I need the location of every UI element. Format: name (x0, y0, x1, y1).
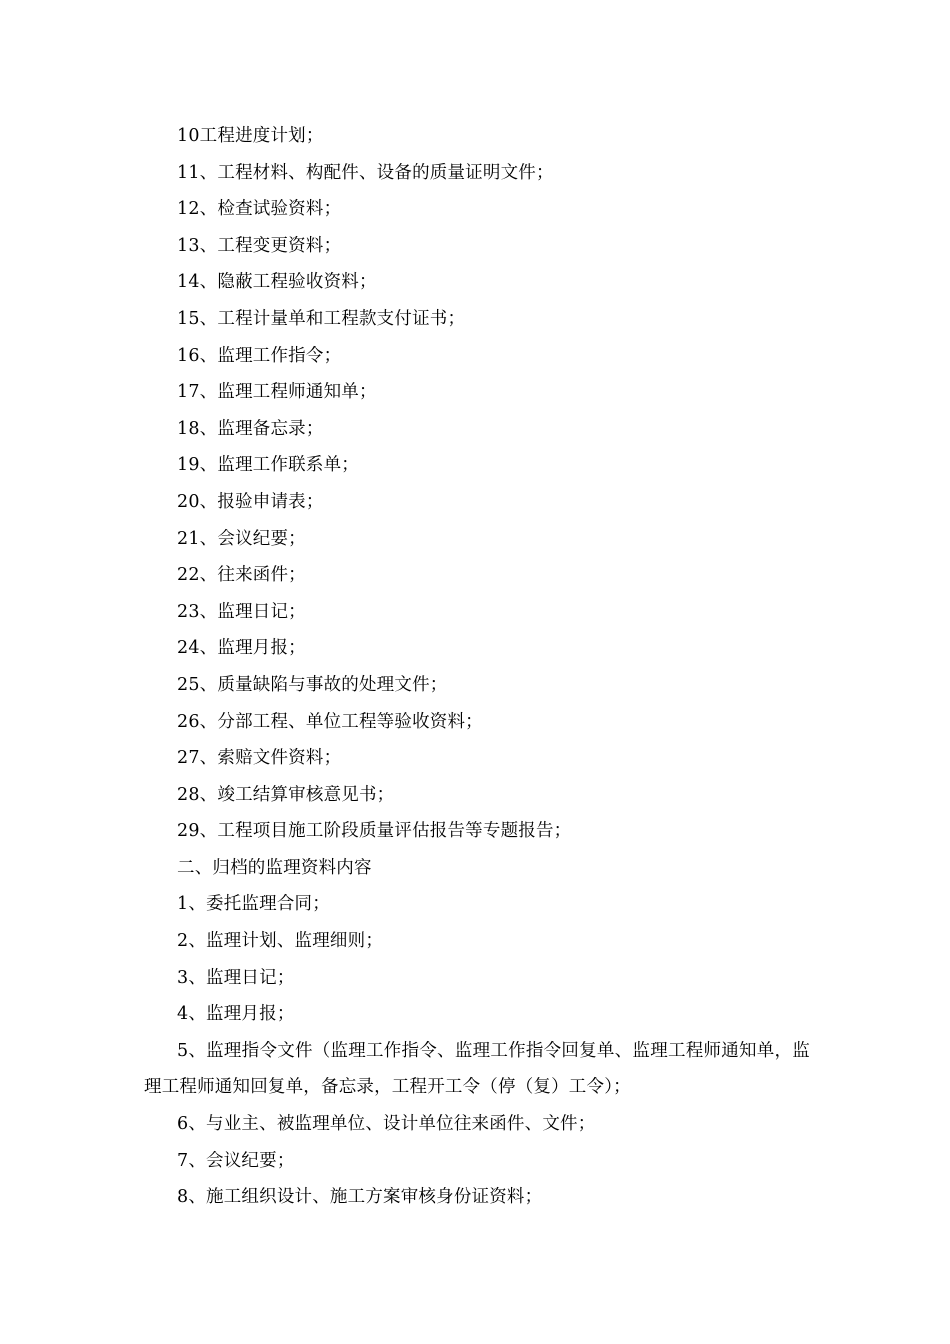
list-item: 3、监理日记； (177, 967, 295, 988)
list-item: 1、委托监理合同； (177, 894, 330, 915)
list-item: 19、监理工作联系单； (177, 455, 359, 476)
document-body (144, 118, 810, 1216)
list-item: 14、隐蔽工程验收资料； (177, 272, 377, 293)
list-item: 17、监理工程师通知单； (177, 382, 377, 403)
list-item: 5、监理指令文件（监理工作指令、监理工作指令回复单、监理工程师通知单，监理工程师通知回复单，备忘录，工程开工令（停（复）工令）； (144, 1040, 810, 1098)
list-item: 8、施工组织设计、施工方案审核身份证资料； (177, 1187, 543, 1208)
list-item: 13、工程变更资料； (177, 235, 342, 256)
list-item: 24、监理月报； (177, 638, 306, 659)
list-item: 6、与业主、被监理单位、设计单位往来函件、文件； (177, 1114, 596, 1135)
list-item: 25、质量缺陷与事故的处理文件； (177, 674, 448, 695)
list-item: 26、分部工程、单位工程等验收资料； (177, 711, 483, 732)
list-item: 2、监理计划、监理细则； (177, 931, 384, 952)
list-item: 21、会议纪要； (177, 528, 306, 549)
list-item: 4、监理月报； (177, 1004, 295, 1025)
list-item: 27、索赔文件资料； (177, 748, 342, 769)
list-item: 20、报验申请表； (177, 491, 324, 512)
list-item: 29、工程项目施工阶段质量评估报告等专题报告； (177, 821, 572, 842)
list-item: 28、竣工结算审核意见书； (177, 784, 395, 805)
list-item: 23、监理日记； (177, 601, 306, 622)
list-item: 18、监理备忘录； (177, 418, 324, 439)
list-item: 16、监理工作指令； (177, 345, 342, 366)
list-item: 11、工程材料、构配件、设备的质量证明文件； (177, 162, 554, 183)
section-heading: 二、归档的监理资料内容 (177, 857, 372, 878)
list-item: 15、工程计量单和工程款支付证书； (177, 308, 466, 329)
list-item: 10工程进度计划； (177, 126, 324, 146)
list-item: 22、往来函件； (177, 565, 306, 586)
list-item: 12、检查试验资料； (177, 199, 342, 220)
list-item: 7、会议纪要； (177, 1150, 295, 1171)
